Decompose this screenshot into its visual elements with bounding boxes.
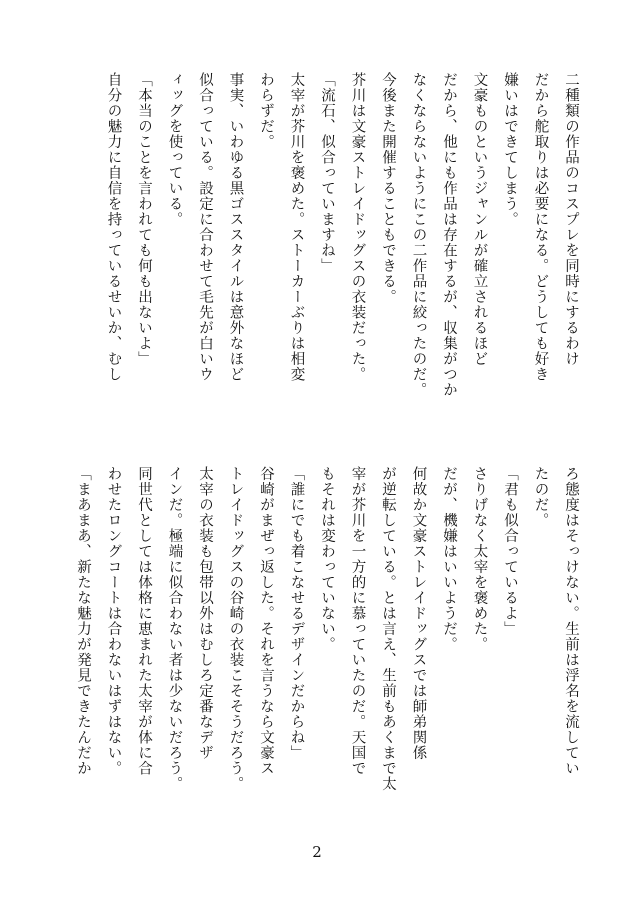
text-line: 芥川は文豪ストレイドッグスの衣装だった。: [349, 72, 366, 382]
text-line: トレイドッグスの谷崎の衣装こそそうだろう。: [227, 466, 244, 792]
text-line: 文豪ものというジャンルが確立されるほど: [471, 72, 488, 367]
text-line: さりげなく太宰を褒めた。: [471, 466, 488, 652]
text-line: 谷崎がまぜっ返した。それを言うなら文豪ス: [258, 466, 274, 776]
text-line: 太宰が芥川を褒めた。ストーカーぶりは相変: [288, 72, 305, 382]
text-line: 二種類の作品のコスプレを同時にするわけ: [563, 72, 579, 367]
text-line: 似合っている。設定に合わせて毛先が白いウ: [197, 72, 213, 382]
text-line: 事実、いわゆる黒ゴススタイルは意外なほど: [227, 72, 244, 382]
text-block-upper: [40, 72, 586, 424]
text-line: だから舵取りは必要になる。どうしても好き: [532, 72, 549, 382]
text-line: 「君も似合っているよ」: [502, 466, 518, 637]
text-line: 「まあまあ、新たな魅力が発見できたんだか: [75, 466, 91, 776]
text-line: だが、機嫌はいいようだ。: [441, 466, 457, 652]
text-line: 「流石、似合っていますね」: [319, 72, 335, 274]
text-line: 今後また開催することもできる。: [380, 72, 396, 305]
text-line: 何故か文豪ストレイドッグスでは師弟関係: [410, 466, 427, 761]
text-line: ィッグを使っている。: [166, 72, 183, 227]
text-line: わらずだ。: [258, 72, 274, 150]
text-line: もそれは変わっていない。: [319, 466, 335, 652]
text-line: 太宰の衣装も包帯以外はむしろ定番なデザ: [197, 466, 213, 761]
text-line: が逆転している。とは言え、生前もあくまで太: [380, 466, 396, 792]
text-line: 嫌いはできてしまう。: [502, 72, 518, 227]
text-line: 自分の魅力に自信を持っているせいか、むし: [105, 72, 122, 382]
text-line: インだ。極端に似合わない者は少ないだろう。: [166, 466, 183, 792]
page-number: 2: [312, 843, 322, 861]
text-line: わせたロングコートは合わないはずはない。: [105, 466, 122, 776]
text-line: だから、他にも作品は存在するが、収集がつか: [441, 72, 457, 398]
text-line: 同世代としては体格に恵まれた太宰が体に合: [136, 466, 152, 776]
text-line: 「本当のことを言われても何も出ないよ」: [136, 72, 152, 367]
text-line: たのだ。: [532, 466, 549, 528]
text-line: 宰が芥川を一方的に慕っていたのだ。天国で: [349, 466, 366, 776]
text-line: 「誰にでも着こなせるデザインだからね」: [288, 466, 305, 761]
text-line: なくならないようにこの二作品に絞ったのだ。: [410, 72, 427, 398]
text-line: ろ態度はそっけない。生前は浮名を流してい: [563, 466, 579, 776]
text-block-lower: [40, 466, 586, 830]
